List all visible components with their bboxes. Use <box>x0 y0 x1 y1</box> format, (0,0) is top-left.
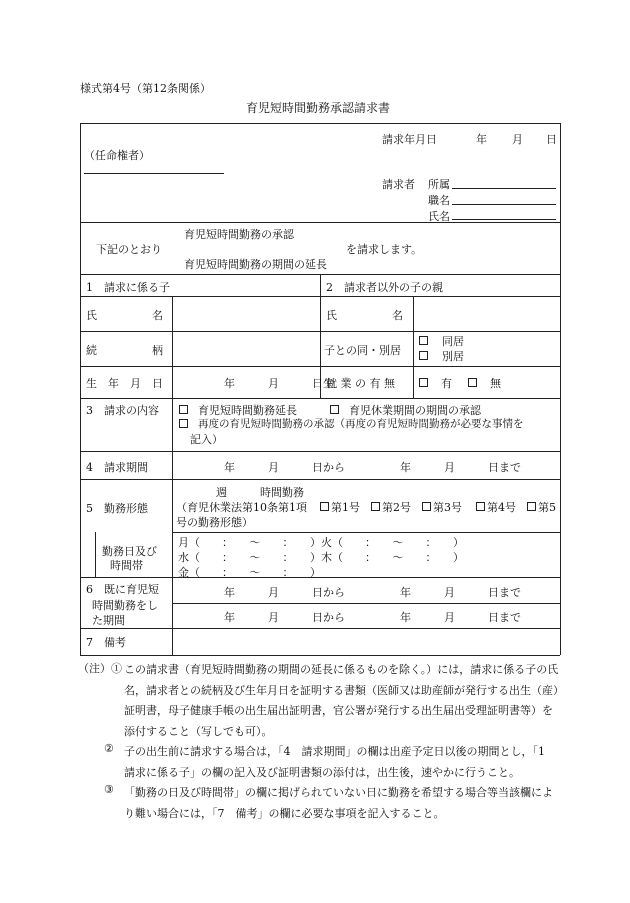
cohabit-label: 子との同・別居 <box>324 344 401 357</box>
section6-label-3: た期間 <box>92 614 125 627</box>
note-1-text <box>124 660 560 742</box>
request-period: 年 月 日から 年 月 日まで <box>224 461 521 474</box>
child-birth-value: 年 月 日生 <box>224 377 334 390</box>
affiliation-field[interactable] <box>452 188 556 189</box>
work-no: 無 <box>490 377 501 390</box>
cohabit-checkbox[interactable] <box>419 336 428 345</box>
content-opt3-checkbox[interactable] <box>179 419 188 428</box>
note-2-paragraph: 子の出生前に請求する場合は，「4 請求期間」の欄は出産予定日以後の期間とし，「1 請求に係る子」の欄の記入及び証明書類の添付は，出生後，速やかに行うこと。 <box>124 745 556 779</box>
section1-title: 1 請求に係る子 <box>86 281 170 294</box>
content-opt2: 育児休業期間の期間の承認 <box>349 404 481 417</box>
pattern-1: 第1号 <box>331 501 360 514</box>
form-title: 育児短時間勤務承認請求書 <box>246 101 391 115</box>
content-opt2-checkbox[interactable] <box>330 405 339 414</box>
form-number: 様式第4号（第12条関係） <box>80 82 211 95</box>
work-no-checkbox[interactable] <box>468 378 477 387</box>
child-birth-label: 生 年 月 日 <box>86 377 163 390</box>
content-opt1: 育児短時間勤務延長 <box>198 404 297 417</box>
pattern-2-checkbox[interactable] <box>371 502 380 511</box>
pattern-5: 第5 <box>538 501 556 514</box>
pattern-2: 第2号 <box>382 501 411 514</box>
request-date-day: 日 <box>546 133 557 146</box>
affiliation-label: 所属 <box>428 178 450 191</box>
section4-label: 4 請求期間 <box>86 461 148 474</box>
requester-label: 請求者 <box>382 178 415 191</box>
pattern-4-checkbox[interactable] <box>476 502 485 511</box>
request-option-extension: 育児短時間勤務の期間の延長 <box>184 258 327 271</box>
note-3-text <box>124 783 560 824</box>
child-relation-label: 続 柄 <box>86 344 163 357</box>
request-suffix: を請求します。 <box>346 243 423 256</box>
prior-period-1: 年 月 日から 年 月 日まで <box>224 586 521 599</box>
note-2-mark: ② <box>104 742 114 755</box>
note-1-mark: （注）① <box>78 662 122 675</box>
work-days-label1: 勤務日及び <box>102 545 157 558</box>
pattern-4: 第4号 <box>487 501 516 514</box>
section5-label: 5 勤務形態 <box>86 502 148 515</box>
pattern-1-checkbox[interactable] <box>320 502 329 511</box>
section6-label-2: 時間勤務をし <box>92 599 158 612</box>
section7-label: 7 備考 <box>86 636 126 649</box>
request-date-label: 請求年月日 <box>382 133 437 146</box>
position-field[interactable] <box>452 204 556 205</box>
work-days-label2: 時間帯 <box>110 559 143 572</box>
name-field[interactable] <box>452 219 556 220</box>
section2-title: 2 請求者以外の子の親 <box>326 281 443 294</box>
pattern-3-checkbox[interactable] <box>422 502 431 511</box>
work-yes: 有 <box>441 377 452 390</box>
work-yes-checkbox[interactable] <box>419 378 428 387</box>
note-1-paragraph: この請求書（育児短時間勤務の期間の延長に係るものを除く。）には，請求に係る子の氏名，請求者との続柄及び生年月日を証明する書類（医師又は助産師が発行する出生（産）証明書，母子健康手帳の出生届出証明書，官公署が発行する出生届出受理証明書等）を添付すること（写しでも可）。 <box>124 663 559 738</box>
request-option-approval: 育児短時間勤務の承認 <box>184 228 294 241</box>
separate-checkbox[interactable] <box>419 351 428 360</box>
cohabit-opt1: 同居 <box>442 335 464 348</box>
prior-period-2: 年 月 日から 年 月 日まで <box>224 611 521 624</box>
request-date-month: 月 <box>512 133 523 146</box>
section6-label-1: 6 既に育児短 <box>86 583 159 596</box>
appointer-label: （任命権者） <box>84 149 150 162</box>
content-opt3-line2: 記入） <box>190 433 223 446</box>
pattern-5-checkbox[interactable] <box>527 502 536 511</box>
parent-name-label: 氏 名 <box>326 309 403 322</box>
schedule-row-1: 月（ ： ～ ： ）火（ ： ～ ： ） <box>178 536 464 549</box>
schedule-row-2: 水（ ： ～ ： ）木（ ： ～ ： ） <box>178 551 464 564</box>
name-label: 氏名 <box>428 210 450 223</box>
note-3-mark: ③ <box>104 783 114 796</box>
note-3-paragraph: 「勤務の日及び時間帯」の欄に掲げられていない日に勤務を希望する場合等当該欄により難い場合には，「7 備考」の欄に必要な事項を記入すること。 <box>124 786 553 820</box>
pattern-3: 第3号 <box>433 501 462 514</box>
request-prefix: 下記のとおり <box>96 243 162 256</box>
schedule-row-3: 金（ ： ～ ： ） <box>178 566 321 579</box>
work-pattern-prefix: （育児休業法第10条第1項 <box>176 501 307 514</box>
cohabit-opt2: 別居 <box>442 350 464 363</box>
content-opt1-checkbox[interactable] <box>179 405 188 414</box>
work-label: 就 業 の 有 無 <box>326 377 395 390</box>
weekly-hours: 週 時間勤務 <box>216 486 304 499</box>
section3-label: 3 請求の内容 <box>86 404 159 417</box>
note-2-text <box>124 742 560 783</box>
content-opt3-line1: 再度の育児短時間勤務の承認（再度の育児短時間勤務が必要な事情を <box>198 418 524 430</box>
request-date-year: 年 <box>476 133 487 146</box>
work-pattern-suffix: 号の勤務形態） <box>176 516 253 529</box>
position-label: 職名 <box>428 194 450 207</box>
appointer-line[interactable] <box>84 173 224 174</box>
child-name-label: 氏 名 <box>86 309 163 322</box>
